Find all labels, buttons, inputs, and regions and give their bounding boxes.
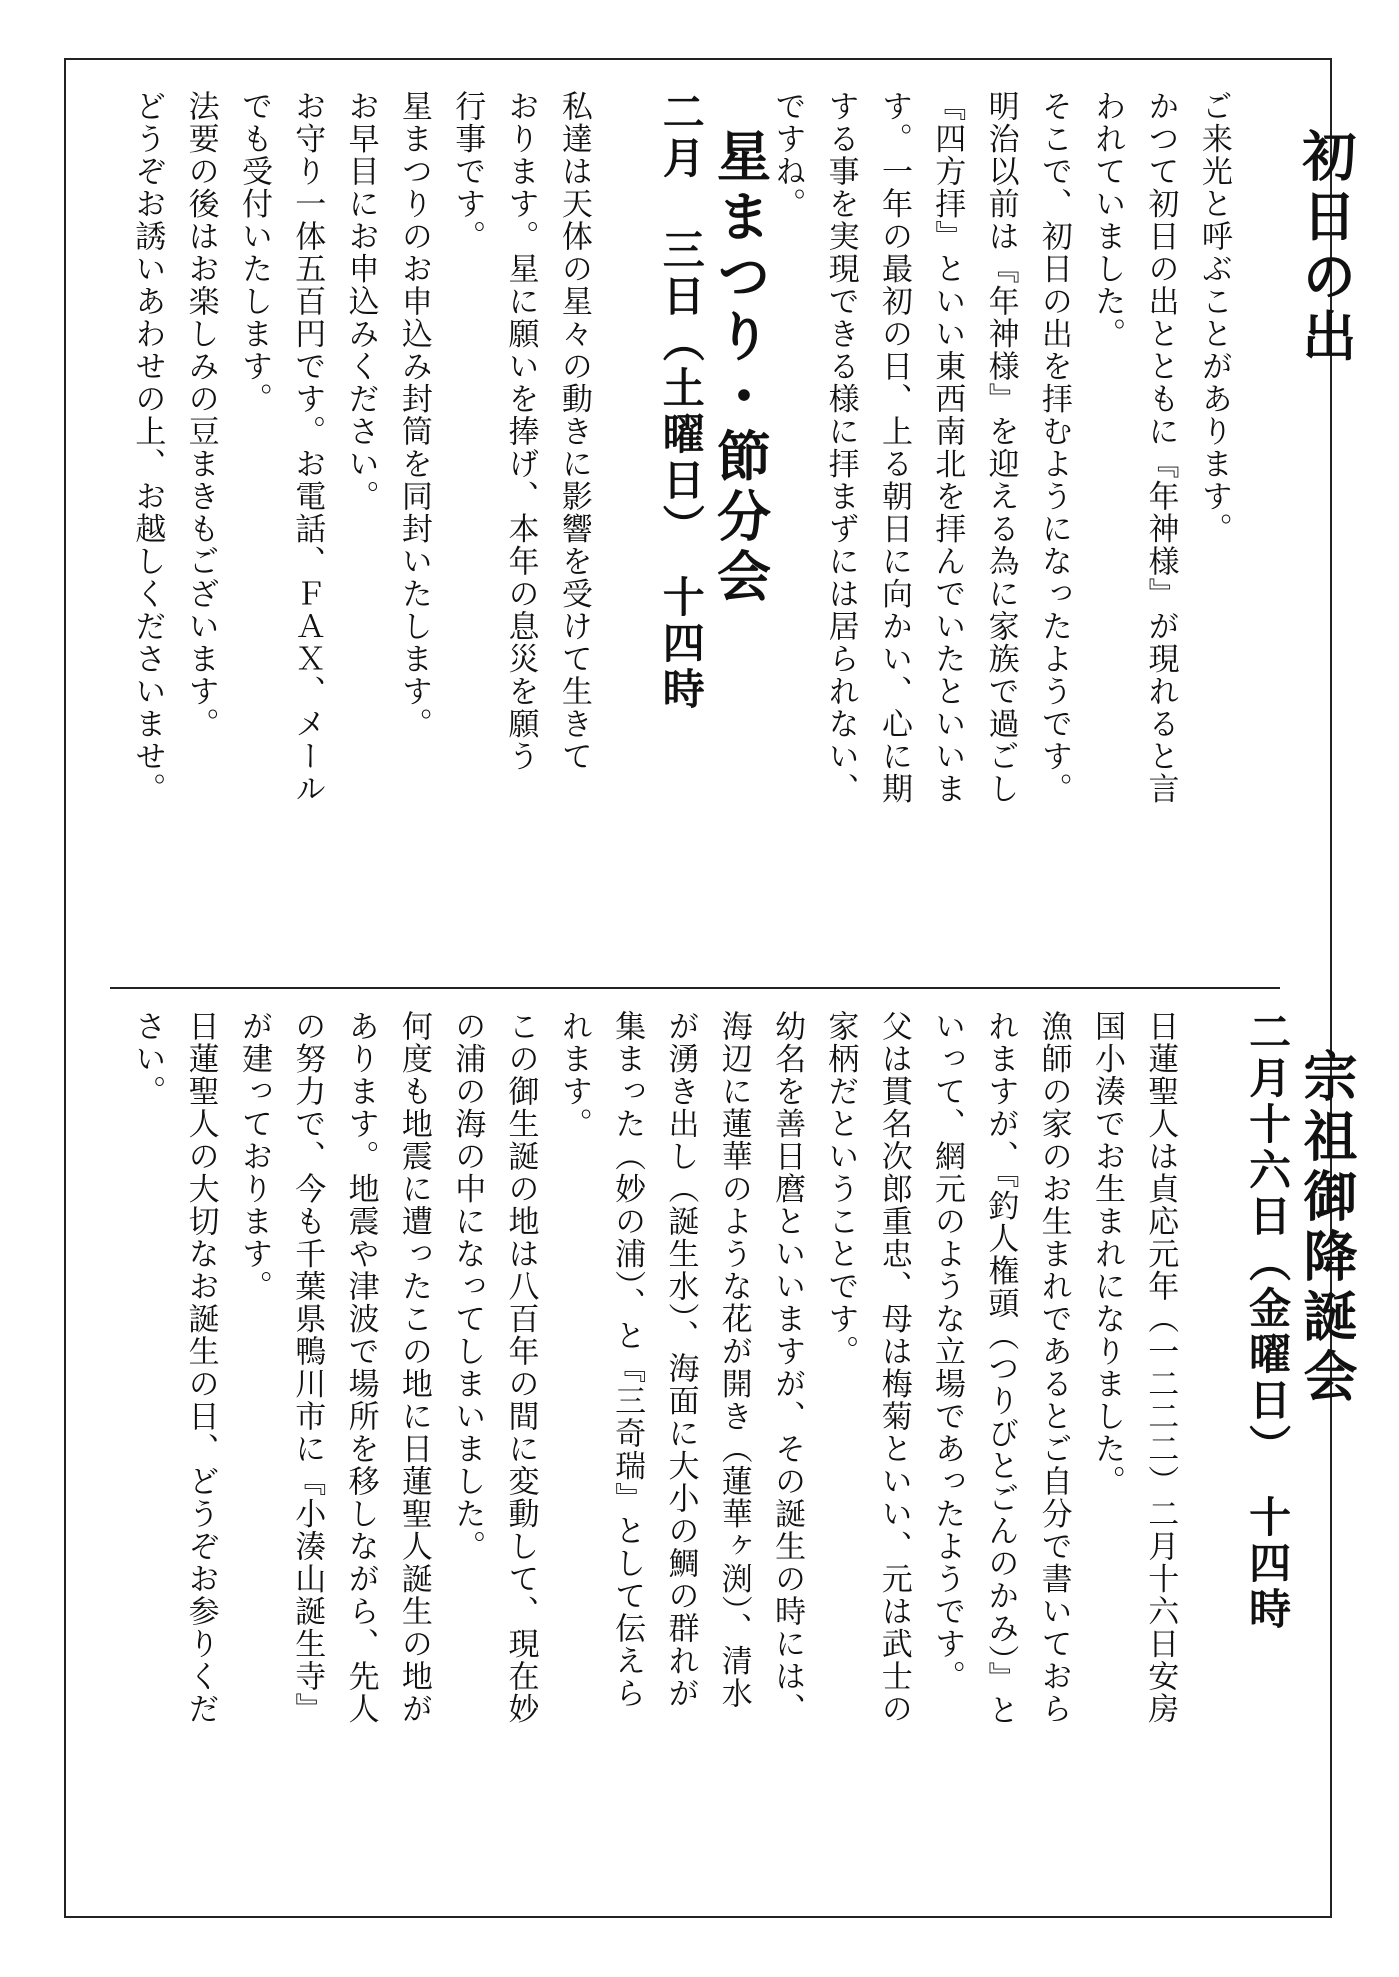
body-line: す。一年の最初の日、上る朝日に向かい、心に期 xyxy=(875,90,912,805)
hoshimatsuri-title: 星まつり・節分会 xyxy=(708,128,773,608)
body-line: 集まった（妙の浦）、と『三奇瑞』として伝えら xyxy=(609,1010,646,1710)
hoshimatsuri-date: 二月 三日（土曜日） 十四時 xyxy=(656,90,706,713)
body-line: の努力で、今も千葉県鴨川市に『小湊山誕生寺』 xyxy=(289,1010,326,1725)
body-line: 星まつりのお申込み封筒を同封いたします。 xyxy=(395,90,432,740)
body-line: そこで、初日の出を拝むようになったようです。 xyxy=(1035,90,1072,805)
body-line: の浦の海の中になってしまいました。 xyxy=(449,1010,486,1563)
body-line: あります。地震や津波で場所を移しながら、先人 xyxy=(342,1010,379,1725)
body-line: 明治以前は『年神様』を迎える為に家族で過ごし xyxy=(982,90,1019,805)
body-line: が湧き出し（誕生水）、海面に大小の鯛の群れが xyxy=(662,1010,699,1710)
section-shuso xyxy=(120,1010,1378,1890)
shuso-title: 宗祖御降誕会 xyxy=(1294,1048,1359,1408)
body-line: 国小湊でお生まれになりました。 xyxy=(1088,1010,1125,1498)
body-line: する事を実現できる様に拝まずには居られない、 xyxy=(822,90,859,805)
body-line: おります。星に願いを捧げ、本年の息災を願う xyxy=(502,90,539,773)
body-line: 法要の後はお楽しみの豆まきもございます。 xyxy=(182,90,219,740)
body-line: さい。 xyxy=(129,1010,166,1108)
hatsuhinode-body xyxy=(769,90,1232,805)
shuso-body xyxy=(129,1010,1178,1727)
body-line: お守り一体五百円です。お電話、ＦＡＸ、メール xyxy=(289,90,326,805)
body-line: 海辺に蓮華のような花が開き（蓮華ヶ渕）、清水 xyxy=(715,1010,752,1710)
body-line: この御生誕の地は八百年の間に変動して、現在妙 xyxy=(502,1010,539,1725)
body-line: 行事です。 xyxy=(449,90,486,253)
body-line: お早目にお申込みください。 xyxy=(342,90,379,513)
body-line: 何度も地震に遭ったこの地に日蓮聖人誕生の地が xyxy=(395,1010,432,1725)
body-line: 幼名を善日麿といいますが、その誕生の時には、 xyxy=(769,1010,806,1725)
body-line: われていました。 xyxy=(1089,90,1126,350)
body-line: 私達は天体の星々の動きに影響を受けて生きて xyxy=(555,90,592,773)
body-line: ご来光と呼ぶことがあります。 xyxy=(1195,90,1232,545)
body-line: かつて初日の出とともに『年神様』が現れると言 xyxy=(1142,90,1179,805)
body-line: どうぞお誘いあわせの上、お越しくださいませ。 xyxy=(129,90,166,805)
section-divider xyxy=(110,987,1280,989)
body-line: 日蓮聖人は貞応元年（一二二二）二月十六日安房 xyxy=(1142,1010,1179,1725)
body-line: 家柄だということです。 xyxy=(822,1010,859,1368)
body-line: が建っております。 xyxy=(235,1010,272,1303)
body-line: ですね。 xyxy=(769,90,806,220)
body-line: 『四方拝』といい東西南北を拝んでいたといいま xyxy=(929,90,966,805)
hoshimatsuri-body xyxy=(129,90,592,805)
section-hoshimatsuri xyxy=(120,90,792,970)
hatsuhinode-title: 初日の出 xyxy=(1293,128,1358,368)
body-line: でも受付いたします。 xyxy=(235,90,272,415)
body-line: れます。 xyxy=(555,1010,592,1140)
shuso-date: 二月十六日（金曜日） 十四時 xyxy=(1243,1010,1293,1633)
body-line: 漁師の家のお生まれであるとご自分で書いておら xyxy=(1035,1010,1072,1725)
body-line: 日蓮聖人の大切なお誕生の日、どうぞお参りくだ xyxy=(182,1010,219,1725)
body-line: いって、網元のような立場であったようです。 xyxy=(929,1010,965,1693)
section-hatsuhinode xyxy=(760,90,1377,970)
body-line: 父は貫名次郎重忠、母は梅菊といい、元は武士の xyxy=(875,1010,912,1725)
body-line: れますが、『釣人権頭（つりびとごんのかみ）』と xyxy=(982,1010,1019,1727)
